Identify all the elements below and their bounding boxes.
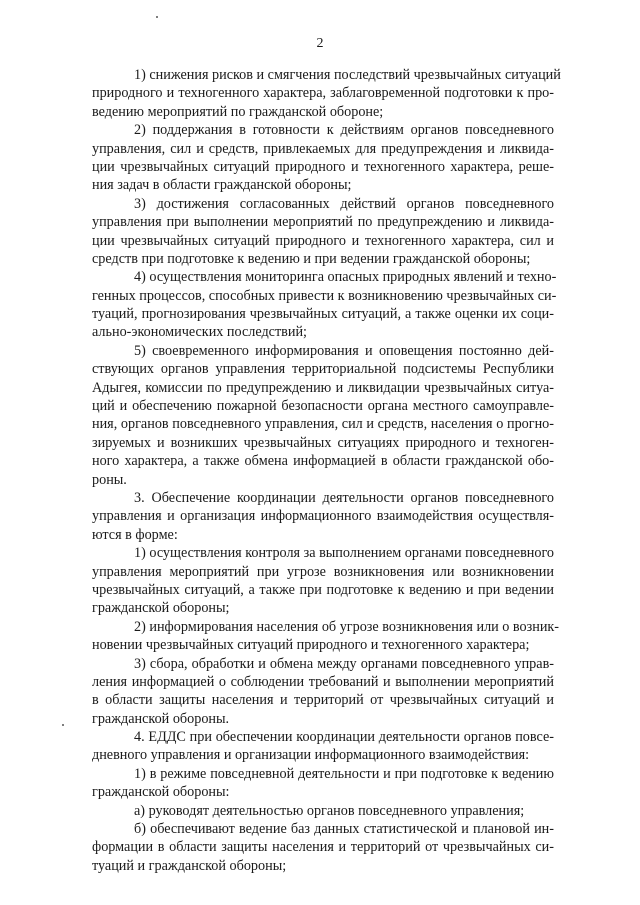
scan-speck xyxy=(156,16,158,18)
text-line: ного характера, а также обмена информацией в области гражданской обо- xyxy=(92,453,554,470)
text-line: ствующих органов управления территориальной подсистемы Республики xyxy=(92,361,554,378)
text-line: гражданской обороны; xyxy=(92,600,230,617)
text-line: зируемых и возникших чрезвычайных ситуациях природного и техноген- xyxy=(92,434,554,451)
text-line: 1) осуществления контроля за выполнением органами повседневного xyxy=(134,545,555,562)
text-line: управления, сил и средств, привлекаемых для предупреждения и ликвида- xyxy=(92,140,554,157)
text-line: а) руководят деятельностью органов повседневного управления; xyxy=(134,802,525,819)
text-line: 1) в режиме повседневной деятельности и при подготовке к ведению xyxy=(134,765,554,782)
text-line: дневного управления и организации информационного взаимодействия: xyxy=(92,747,530,764)
text-line: управления и организация информационного взаимодействия осуществля- xyxy=(92,508,554,525)
text-line: генных процессов, способных привести к возникновению чрезвычайных си- xyxy=(92,287,557,304)
text-line: 2) поддержания в готовности к действиям органов повседневного xyxy=(134,122,554,139)
text-line: туаций и гражданской обороны; xyxy=(92,857,287,874)
text-line: 4. ЕДДС при обеспечении координации деятельности органов повсе- xyxy=(134,729,554,746)
text-line: б) обеспечивают ведение баз данных статистической и плановой ин- xyxy=(134,821,554,838)
text-line: ции чрезвычайных ситуаций природного и техногенного характера, реше- xyxy=(92,158,554,175)
text-line: управления при выполнении мероприятий по предупреждению и ликвида- xyxy=(92,214,554,231)
text-line: роны. xyxy=(92,471,127,488)
text-line: формации в области защиты населения и территорий от чрезвычайных си- xyxy=(92,839,554,856)
text-line: управления мероприятий при угрозе возникновения или возникновении xyxy=(92,563,554,580)
text-line: 1) снижения рисков и смягчения последствий чрезвычайных ситуаций xyxy=(134,67,561,83)
text-line: ции чрезвычайных ситуаций природного и техногенного характера, сил и xyxy=(92,232,554,249)
text-line: гражданской обороны: xyxy=(92,784,230,801)
text-line: чрезвычайных ситуаций, а также при подготовке к ведению и при ведении xyxy=(92,581,554,598)
text-line: ально-экономических последствий; xyxy=(92,324,308,341)
text-line: новении чрезвычайных ситуаций природного и техногенного характера; xyxy=(92,637,530,654)
text-line: ния, органов повседневного управления, сил и средств, населения о прогно- xyxy=(92,416,554,433)
text-line: 3. Обеспечение координации деятельности органов повседневного xyxy=(134,489,554,506)
text-line: 5) своевременного информирования и оповещения постоянно дей- xyxy=(134,342,554,359)
text-line: ций и обеспечению пожарной безопасности органа местного самоуправле- xyxy=(92,398,554,415)
text-line: 2) информирования населения об угрозе возникновения или о возник- xyxy=(134,618,560,635)
text-line: туаций, прогнозирования чрезвычайных ситуаций, а также оценки их соци- xyxy=(92,306,554,323)
body-text xyxy=(92,66,561,875)
text-line: 3) сбора, обработки и обмена между органами повседневного управ- xyxy=(134,655,554,672)
text-line: ния задач в области гражданской обороны; xyxy=(92,177,352,194)
text-line: ления информацией о соблюдении требований и выполнении мероприятий xyxy=(92,673,554,690)
text-line: 4) осуществления мониторинга опасных природных явлений и техно- xyxy=(134,269,557,286)
scan-speck xyxy=(62,724,64,726)
text-line: в области защиты населения и территорий от чрезвычайных ситуаций и xyxy=(92,692,554,709)
page-number: 2 xyxy=(316,36,324,51)
text-line: ются в форме: xyxy=(92,526,178,543)
text-line: средств при подготовке к ведению и при ведении гражданской обороны; xyxy=(92,250,531,267)
text-line: ведению мероприятий по гражданской обороне; xyxy=(92,103,384,120)
text-line: гражданской обороны. xyxy=(92,710,230,727)
text-line: Адыгея, комиссии по предупреждению и ликвидации чрезвычайных ситуа- xyxy=(92,379,554,396)
text-line: 3) достижения согласованных действий органов повседневного xyxy=(134,195,554,212)
text-line: природного и техногенного характера, заблаговременной подготовки к про- xyxy=(92,85,554,102)
